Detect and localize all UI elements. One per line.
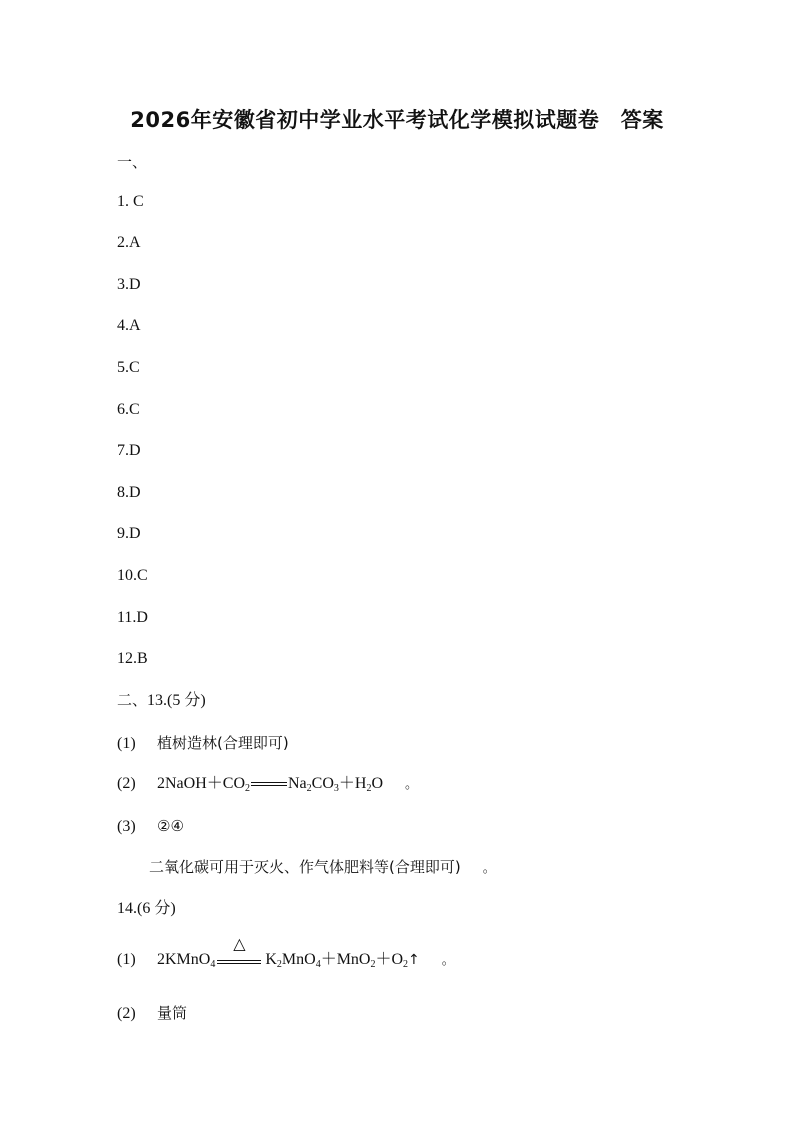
answer-choice: D [129,484,141,501]
answer-number: 2. [117,234,129,251]
subscript: 2 [245,783,250,794]
answer-item [117,483,141,503]
q13-part-3-explanation [149,857,496,879]
answer-number: 10. [117,567,137,584]
formula-part: MnO [281,951,316,968]
answer-choice: C [137,567,148,584]
section-one-label: 一、 [117,153,148,171]
equation-lhs: 2KMnO [157,951,211,968]
subscript: 2 [276,959,282,970]
equals-sign [251,774,287,794]
formula-part: ＋H [338,775,367,792]
answer-item [117,524,141,544]
question-14-label: 14.(6 分) [117,900,176,917]
answer-item [117,275,141,295]
subscript: 3 [333,783,339,794]
formula-part: Na [288,775,307,792]
period-mark: 。 [405,777,419,792]
answer-choice: D [136,609,148,626]
equation-lhs: 2NaOH＋CO [157,775,245,792]
formula-part: O [371,775,384,792]
heat-triangle-icon: △ [233,934,246,954]
answer-choice: D [129,525,141,542]
answer-item [117,400,140,420]
q14-part-2 [117,1003,187,1024]
gas-arrow-icon: ↑ [408,952,420,968]
period-mark: 。 [441,953,455,968]
answer-choice: A [129,317,141,334]
answer-number: 9. [117,525,129,542]
q13-part-2 [117,774,418,795]
formula-part: CO [311,775,334,792]
answer-item [117,316,141,336]
answer-number: 5. [117,359,129,376]
answer-number: 8. [117,484,129,501]
part-number: (3) [117,818,136,835]
answer-choice: B [137,650,148,667]
section-two-label: 二、 [117,691,148,709]
answer-number: 6. [117,401,129,418]
answer-item [117,608,148,628]
answer-number: 4. [117,317,129,334]
answer-number: 11. [117,609,137,626]
answer-item [117,233,141,253]
answer-item [117,649,148,669]
page-title: 2026年安徽省初中学业水平考试化学模拟试题卷 答案 [130,108,664,132]
section-two-heading [117,690,206,711]
answer-number: 3. [117,276,129,293]
answer-choice: C [129,359,140,376]
subscript: 2 [403,959,409,970]
answer-number: 1. [117,193,133,210]
answer-number: 7. [117,442,129,459]
part-answer: ②④ [157,817,184,835]
answer-item [117,566,148,586]
answer-item [117,192,144,212]
subscript: 4 [210,959,216,970]
answer-item [117,358,140,378]
answer-choice: D [129,276,141,293]
formula-part: K [265,951,277,968]
part-number: (1) [117,735,136,752]
formula-part: ＋MnO [320,951,371,968]
answer-choice: C [129,401,140,418]
part-answer: 二氧化碳可用于灭火、作气体肥料等(合理即可) [149,858,461,876]
period-mark: 。 [482,861,496,876]
answer-item [117,441,141,461]
answer-number: 12. [117,650,137,667]
part-answer: 量筒 [157,1004,188,1022]
question-13-label: 13.(5 分) [147,692,206,709]
subscript: 2 [306,783,312,794]
part-number: (2) [117,1005,136,1022]
q14-part-1 [117,934,455,971]
formula-part: ＋O [375,951,404,968]
subscript: 2 [370,959,376,970]
answer-choice: C [133,193,144,210]
part-number: (2) [117,775,136,792]
heating-equals-sign [217,934,261,970]
part-number: (1) [117,951,136,968]
answer-choice: D [129,442,141,459]
subscript: 4 [315,959,321,970]
part-answer: 植树造林(合理即可) [157,734,289,752]
q13-part-3 [117,816,184,837]
subscript: 2 [366,783,372,794]
q13-part-1 [117,733,289,754]
answer-choice: A [129,234,141,251]
